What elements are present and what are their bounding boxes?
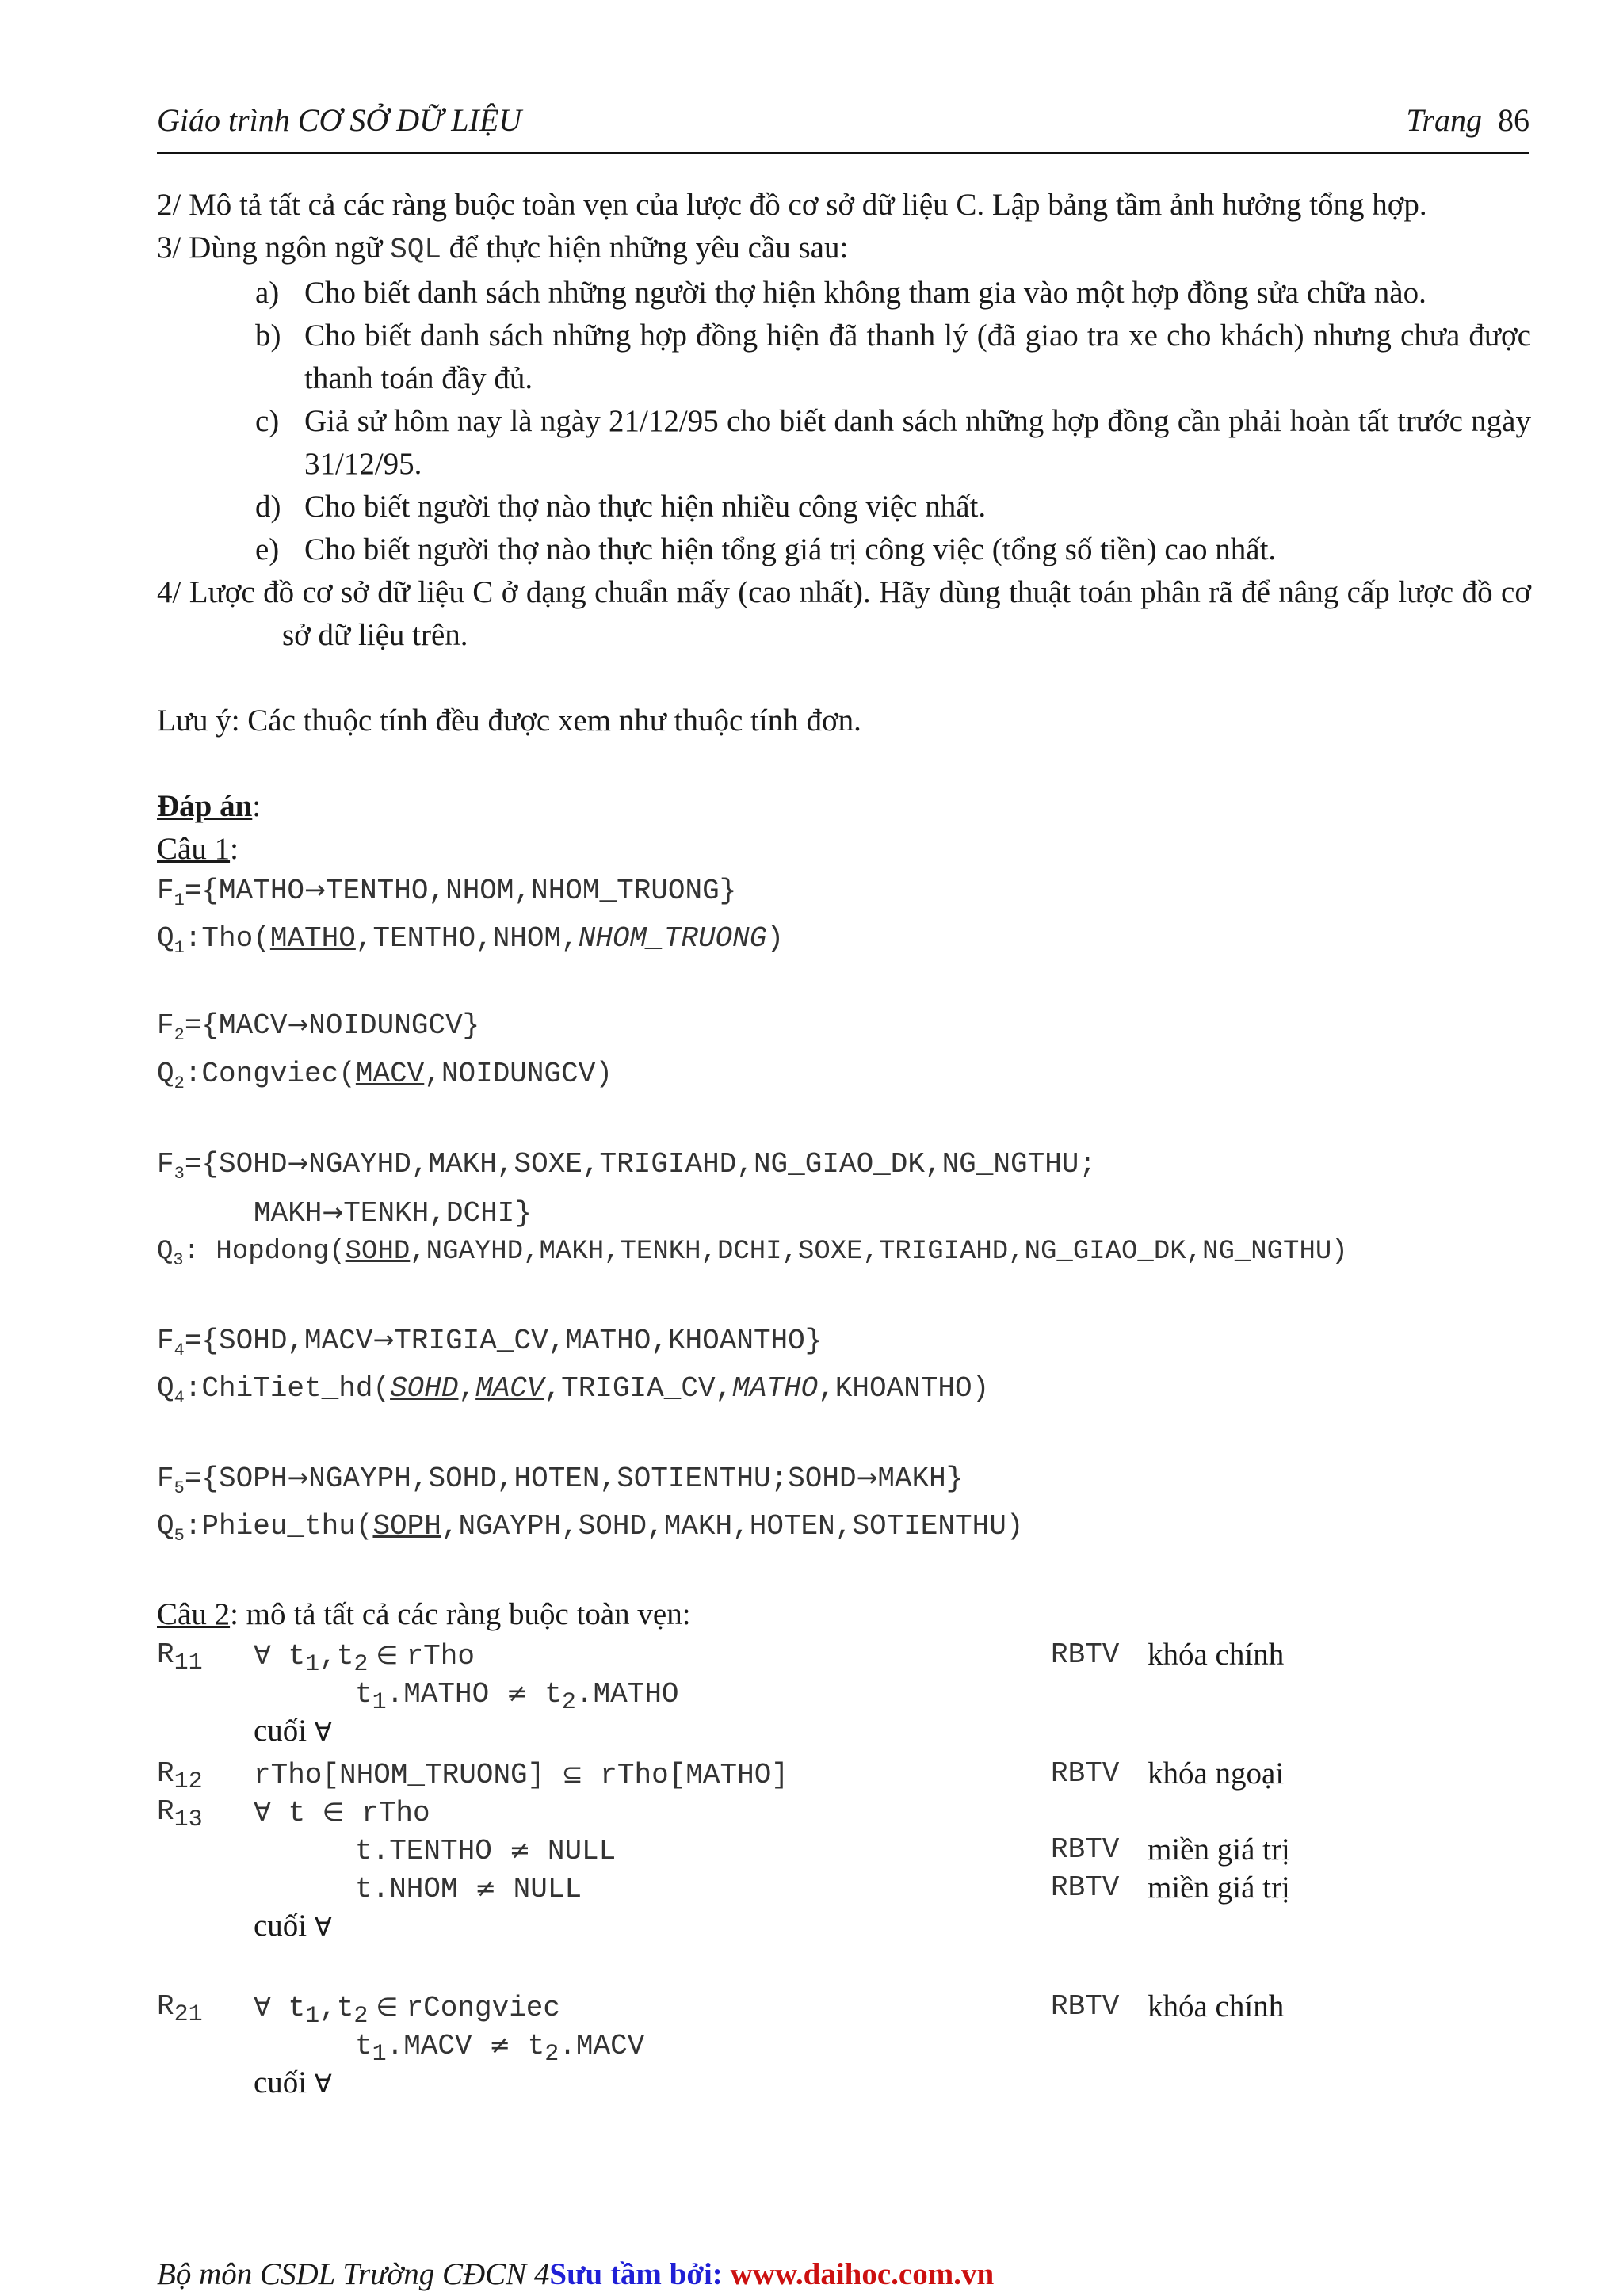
- sql-keyword: SQL: [390, 234, 441, 266]
- q3-line: [157, 1233, 1531, 1280]
- f3-line: [157, 1144, 1531, 1193]
- cau2-title: Câu 2: [157, 1597, 231, 1632]
- f-lhs: MAKH: [254, 1196, 323, 1230]
- f-symbol: F: [157, 1147, 174, 1180]
- item-text: Cho biết người thợ nào thực hiện tổng giá trị công việc (tổng số tiền) cao nhất.: [304, 532, 1277, 566]
- item-text: Cho biết danh sách những người thợ hiện không tham gia vào một hợp đồng sửa chữa nào.: [304, 276, 1426, 310]
- primary-key: MACV: [475, 1371, 544, 1405]
- constraint-r21-end: [157, 2064, 1531, 2102]
- footer-source: Sưu tầm bởi:: [549, 2257, 731, 2291]
- q-name: : Hopdong(: [183, 1236, 346, 1267]
- cau1-heading: [157, 828, 1531, 871]
- arrow-symbol: →: [856, 1463, 878, 1493]
- page-number-value: 86: [1498, 102, 1529, 138]
- q2-line: [157, 1055, 1531, 1103]
- f-index: 2: [174, 1025, 185, 1046]
- rule-index: 11: [174, 1650, 203, 1677]
- q-attrs: ,NOIDUNGCV): [424, 1057, 613, 1090]
- answer-colon: :: [252, 789, 262, 823]
- not-equal-symbol: ≠: [489, 2030, 511, 2061]
- expr-part: .MATHO: [575, 1678, 679, 1711]
- q-index: 1: [174, 938, 185, 959]
- q-index: 5: [174, 1526, 185, 1547]
- item-label: d): [255, 490, 281, 524]
- expr-part: .MACV: [386, 2030, 490, 2063]
- cau2-heading: [157, 1593, 1531, 1636]
- element-of-symbol: ∈: [368, 1992, 407, 2023]
- not-equal-symbol: ≠: [509, 1835, 531, 1866]
- item-text: Cho biết danh sách những hợp đồng hiện đã thanh lý (đã giao tra xe cho khách) nhưng chưa được thanh toán đầy đủ.: [304, 318, 1531, 395]
- f1-line: [157, 871, 1531, 920]
- expr-part: t: [270, 1640, 306, 1673]
- q4-line: [157, 1370, 1531, 1417]
- expr-part: ,t: [319, 1992, 354, 2025]
- expr-part: rTho: [344, 1797, 430, 1830]
- f-rhs: TRIGIA_CV,MATHO,KHOANTHO}: [394, 1324, 823, 1357]
- question-3-text: 3/ Dùng ngôn ngữ: [157, 231, 391, 265]
- cau2-text: : mô tả tất cả các ràng buộc toàn vẹn:: [230, 1597, 691, 1632]
- constraint-r13-end: [157, 1907, 1531, 1945]
- question-4: 4/ Lược đồ cơ sở dữ liệu C ở dạng chuẩn mấy (cao nhất). Hãy dùng thuật toán phân rã để nâng cấp lược đồ cơ sở dữ liệu trên.: [157, 575, 1531, 652]
- f-symbol: F: [157, 1009, 174, 1043]
- q-index: 2: [174, 1073, 185, 1093]
- item-text: Cho biết người thợ nào thực hiện nhiều công việc nhất.: [304, 490, 987, 524]
- expr-part: rTho[MATHO]: [582, 1759, 789, 1792]
- constraint-r13-line: [157, 1869, 1531, 1907]
- f-symbol: F: [157, 1463, 174, 1496]
- expr-part: t: [527, 1678, 562, 1711]
- forall-symbol: ∀: [254, 1992, 271, 2023]
- note: Lưu ý: Các thuộc tính đều được xem như thuộc tính đơn.: [157, 704, 861, 738]
- cau1-colon: :: [230, 832, 239, 866]
- constraint-r13: [157, 1793, 1531, 1834]
- expr-part: NULL: [496, 1873, 582, 1906]
- footer-text: Bộ môn CSDL Trường CĐCN 4: [157, 2257, 550, 2291]
- arrow-symbol: →: [287, 1147, 309, 1178]
- rule-expr: [254, 1755, 789, 1794]
- arrow-symbol: →: [304, 875, 326, 905]
- rule-expr: [254, 1793, 430, 1833]
- expr-part: rCongviec: [406, 1992, 561, 2025]
- f-lhs: ={MACV: [184, 1009, 288, 1043]
- expr-part: t: [270, 1797, 323, 1830]
- q-index: 4: [174, 1388, 185, 1409]
- question-3-item: [255, 315, 1531, 400]
- f5-line: [157, 1459, 1531, 1508]
- q-close: ): [766, 922, 784, 955]
- item-label: a): [255, 276, 280, 310]
- subset-symbol: ⊆: [561, 1759, 583, 1790]
- f-lhs: ={MATHO: [184, 875, 305, 907]
- end-forall: [254, 2061, 332, 2105]
- constraint-r21: [157, 1988, 1531, 2031]
- expr-index: 2: [353, 2003, 369, 2031]
- f-symbol: F: [157, 1324, 174, 1357]
- page-header: [157, 101, 1529, 154]
- q-attrs: ,NGAYPH,SOHD,MAKH,HOTEN,SOTIENTHU): [441, 1510, 1024, 1543]
- expr-index: 1: [372, 2041, 387, 2069]
- item-label: b): [255, 318, 281, 353]
- arrow-symbol: →: [287, 1009, 309, 1040]
- question-3-text-end: để thực hiện những yêu cầu sau:: [441, 231, 849, 265]
- element-of-symbol: ∈: [368, 1640, 407, 1671]
- end-forall: [254, 1905, 332, 1948]
- question-3-item: [255, 528, 1531, 571]
- forall-symbol: ∀: [254, 1797, 271, 1828]
- page-number: [1406, 101, 1529, 139]
- f2-line: [157, 1005, 1531, 1055]
- foreign-key: NHOM_TRUONG: [578, 922, 767, 955]
- rule-symbol: R: [157, 1795, 174, 1829]
- rule-symbol: R: [157, 1638, 174, 1672]
- end-label: cuối: [254, 2065, 307, 2100]
- rule-expr: [355, 1831, 616, 1871]
- expr-part: t: [355, 2030, 372, 2063]
- expr-part: t: [355, 1678, 372, 1711]
- f-lhs: ={SOHD,MACV: [184, 1324, 373, 1357]
- f-rhs: NGAYHD,MAKH,SOXE,TRIGIAHD,NG_GIAO_DK,NG_NGTHU;: [308, 1147, 1097, 1180]
- rule-index: 13: [174, 1806, 203, 1834]
- f-rhs: MAKH}: [877, 1463, 964, 1496]
- q-separator: ,: [458, 1371, 476, 1405]
- item-label: c): [255, 404, 280, 438]
- expr-index: 1: [372, 1689, 387, 1717]
- q1-line: [157, 920, 1531, 967]
- constraint-r12: [157, 1755, 1531, 1796]
- answer-title: Đáp án: [157, 789, 253, 823]
- f-lhs: ={SOPH: [184, 1463, 288, 1496]
- q5-line: [157, 1508, 1531, 1555]
- rule-symbol: R: [157, 1990, 174, 2023]
- expr-part: .MATHO: [386, 1678, 506, 1711]
- primary-key: SOPH: [372, 1510, 441, 1543]
- q-name: :Phieu_thu(: [184, 1510, 373, 1543]
- rule-expr: [355, 1869, 582, 1909]
- expr-index: 2: [353, 1651, 369, 1679]
- q-name: :Congviec(: [184, 1057, 356, 1090]
- expr-part: t: [510, 2030, 545, 2063]
- primary-key: MACV: [355, 1057, 425, 1090]
- item-label: e): [255, 532, 280, 566]
- rbtv-label: RBTV: [1051, 1990, 1120, 2023]
- question-2: 2/ Mô tả tất cả các ràng buộc toàn vẹn của lược đồ cơ sở dữ liệu C. Lập bảng tầm ảnh hưởng tổng hợp.: [157, 188, 1427, 222]
- q-symbol: Q: [157, 1371, 174, 1405]
- constraint-r11-body: [157, 1674, 1531, 1717]
- document-title: Giáo trình CƠ SỞ DỮ LIỆU: [157, 102, 522, 138]
- forall-symbol: ∀: [314, 1912, 332, 1943]
- primary-key: SOHD: [345, 1236, 411, 1267]
- expr-part: t.TENTHO: [355, 1835, 510, 1868]
- f-index: 5: [174, 1478, 185, 1499]
- q-symbol: Q: [157, 1057, 174, 1090]
- expr-part: rTho: [406, 1640, 475, 1673]
- forall-symbol: ∀: [314, 2069, 332, 2100]
- q-attrs: ,NGAYHD,MAKH,TENKH,DCHI,SOXE,TRIGIAHD,NG_GIAO_DK,NG_NGTHU): [410, 1236, 1348, 1267]
- answer-heading: [157, 785, 1531, 828]
- expr-part: .MACV: [559, 2030, 645, 2063]
- q-name: :ChiTiet_hd(: [184, 1371, 391, 1405]
- f3-line-2: [157, 1193, 1531, 1233]
- arrow-symbol: →: [322, 1196, 344, 1227]
- rbtv-label: RBTV: [1051, 1638, 1120, 1672]
- constraint-r13-line: [157, 1831, 1531, 1869]
- forall-symbol: ∀: [254, 1640, 271, 1671]
- f-rhs: NGAYPH,SOHD,HOTEN,SOTIENTHU;SOHD: [308, 1463, 857, 1496]
- rule-symbol: R: [157, 1757, 174, 1791]
- rule-index: 21: [174, 2001, 203, 2029]
- constraint-type: khóa chính: [1148, 1638, 1285, 1672]
- rbtv-label: RBTV: [1051, 1871, 1120, 1905]
- rbtv-label: RBTV: [1051, 1757, 1120, 1791]
- expr-part: rTho[NHOM_TRUONG]: [254, 1759, 562, 1792]
- f-rhs: TENKH,DCHI}: [343, 1196, 532, 1230]
- f-rhs: NOIDUNGCV}: [308, 1009, 480, 1043]
- question-3-item: [255, 272, 1531, 315]
- expr-part: ,t: [319, 1640, 354, 1673]
- foreign-key: MATHO: [732, 1371, 819, 1405]
- constraint-type: miền giá trị: [1148, 1871, 1290, 1905]
- not-equal-symbol: ≠: [506, 1678, 528, 1709]
- rbtv-label: RBTV: [1051, 1833, 1120, 1867]
- constraint-type: miền giá trị: [1148, 1833, 1290, 1867]
- end-label: cuối: [254, 1714, 307, 1749]
- expr-index: 1: [305, 1651, 320, 1679]
- arrow-symbol: →: [372, 1324, 395, 1355]
- expr-index: 1: [305, 2003, 320, 2031]
- expr-part: t.NHOM: [355, 1873, 475, 1906]
- end-label: cuối: [254, 1909, 307, 1943]
- constraint-type: khóa ngoại: [1148, 1756, 1285, 1791]
- constraint-r11-end: [157, 1712, 1531, 1750]
- question-3-item: [255, 486, 1531, 528]
- forall-symbol: ∀: [314, 1717, 332, 1748]
- question-3: [157, 227, 1531, 272]
- footer-url[interactable]: www.daihoc.com.vn: [730, 2257, 995, 2291]
- arrow-symbol: →: [287, 1463, 309, 1493]
- q-close: ,KHOANTHO): [818, 1371, 990, 1405]
- expr-part: t: [270, 1992, 306, 2025]
- expr-index: 2: [561, 1689, 576, 1717]
- page-body: [157, 184, 1531, 2102]
- item-text: Giả sử hôm nay là ngày 21/12/95 cho biết danh sách những hợp đồng cần phải hoàn tất trước ngày 31/12/95.: [304, 404, 1531, 481]
- q-symbol: Q: [157, 1236, 174, 1267]
- f-index: 1: [174, 891, 185, 911]
- expr-index: 2: [544, 2041, 559, 2069]
- rule-index: 12: [174, 1768, 203, 1796]
- f-index: 4: [174, 1340, 185, 1360]
- page-footer: [157, 2256, 994, 2292]
- f-symbol: F: [157, 875, 174, 907]
- q-index: 3: [173, 1249, 184, 1270]
- element-of-symbol: ∈: [322, 1797, 345, 1828]
- f-lhs: ={SOHD: [184, 1147, 288, 1180]
- expr-part: NULL: [530, 1835, 617, 1868]
- q-attrs: ,TRIGIA_CV,: [544, 1371, 733, 1405]
- end-forall: [254, 1710, 332, 1753]
- f4-line: [157, 1321, 1531, 1370]
- constraint-type: khóa chính: [1148, 1989, 1285, 2024]
- q-symbol: Q: [157, 1510, 174, 1543]
- f-index: 3: [174, 1163, 185, 1184]
- q-symbol: Q: [157, 922, 174, 955]
- q-name: :Tho(: [184, 922, 270, 955]
- question-3-item: [255, 400, 1531, 486]
- f-rhs: TENTHO,NHOM,NHOM_TRUONG}: [325, 875, 737, 907]
- primary-key: MATHO: [269, 922, 356, 955]
- page-label: Trang: [1406, 102, 1482, 138]
- constraint-r21-body: [157, 2026, 1531, 2069]
- q-attrs: ,TENTHO,NHOM,: [355, 922, 579, 955]
- primary-key: SOHD: [390, 1371, 459, 1405]
- cau1-title: Câu 1: [157, 832, 231, 866]
- constraint-r11: [157, 1636, 1531, 1679]
- not-equal-symbol: ≠: [475, 1873, 497, 1904]
